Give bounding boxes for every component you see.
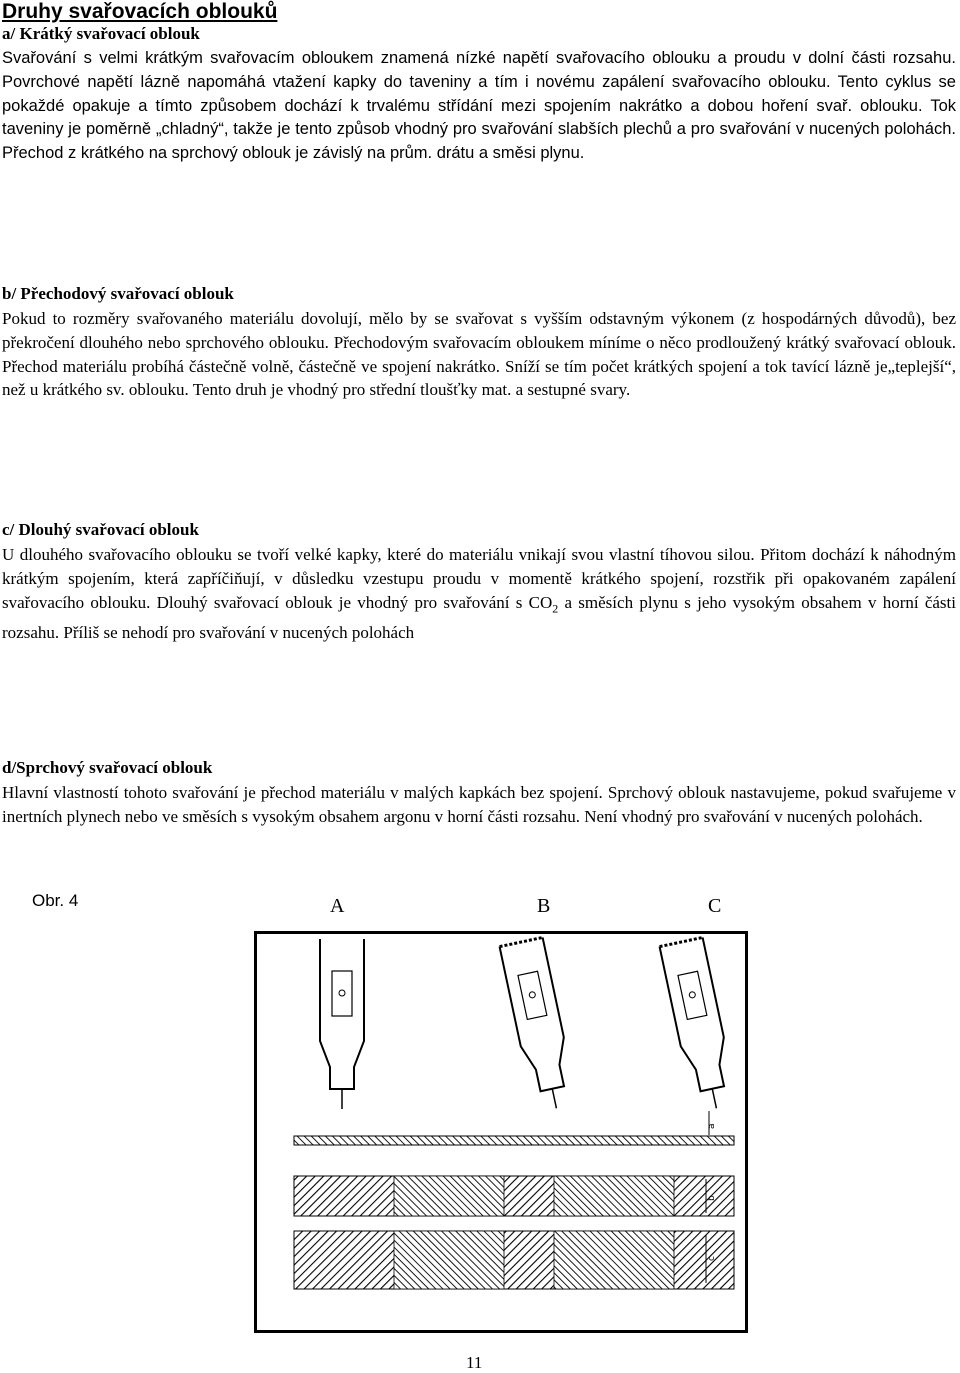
figure-caption: Obr. 4: [32, 891, 79, 910]
figure-label-c: C: [708, 895, 722, 917]
section-b-text: Pokud to rozměry svařovaného materiálu dovolují, mělo by se svařovat s vyšším odstavným výkonem (z hospodárných důvodů), bez překročení dlouhého nebo sprchového oblouku. Přechodovým svařovacím obloukem míníme o něco prodloužený krátký svařovací oblouk. Přechod materiálu probíhá částečně volně, částečně ve spojení nakrátko. Sníží se tím počet krátkých spojení a tok tavící lázně je„teplejší“, než u krátkého sv. oblouku. Tento druh je vhodný pro střední tloušťky mat. a sestupné svary.: [2, 309, 956, 400]
svg-text:a: a: [707, 1123, 717, 1129]
section-a-heading: a/ Krátký svařovací oblouk: [2, 24, 200, 43]
figure-label-b: B: [537, 895, 551, 917]
welding-arc-figure: [254, 931, 748, 1333]
section-d-heading: d/Sprchový svařovací oblouk: [2, 758, 213, 777]
document-title: Druhy svařovacích oblouků: [2, 0, 278, 23]
section-d-text: Hlavní vlastností tohoto svařování je přechod materiálu v malých kapkách bez spojení. Sprchový oblouk nastavujeme, pokud svařujeme v inertních plynech nebo ve směsích s vysokým obsahem argonu v horní části rozsahu. Není vhodný pro svařování v nucených polohách.: [2, 783, 956, 826]
svg-text:b: b: [707, 1195, 717, 1201]
section-c-heading: c/ Dlouhý svařovací oblouk: [2, 520, 199, 539]
figure-label-a: A: [330, 895, 345, 917]
section-a-text: Svařování s velmi krátkým svařovacím obloukem znamená nízké napětí svařovacího oblouku a proudu v dolní části rozsahu. Povrchové napětí lázně napomáhá vtažení kapky do taveniny a tím i novému zapálení svařovacího oblouku. Tento cyklus se pokaždé opakuje a tímto způsobem dochází k trvalému střídání mezi spojením nakrátko a dobou hoření svař. oblouku. Tok taveniny je poměrně „chladný“, takže je tento způsob vhodný pro svařování slabších plechů a pro svařování v nucených polohách. Přechod z krátkého na sprchový oblouk je závislý na prům. drátu a směsi plynu.: [2, 49, 956, 163]
svg-text:c: c: [707, 1256, 717, 1261]
section-c-text: U dlouhého svařovacího oblouku se tvoří velké kapky, které do materiálu vnikají svou vlastní tíhovou silou. Přitom dochází k náhodným krátkým spojením, která zapříčiňují, v důsledku vzestupu proudu v momentě krátkého spojení, rozstřik při opakovaném zapálení svařovacího oblouku. Dlouhý svařovací oblouk je vhodný pro svařování s $CO_2$ a směsích plynu s jeho vysokým obsahem v horní části rozsahu. Příliš se nehodí pro svařování v nucených polohách: [2, 545, 956, 642]
page-number: 11: [466, 1353, 483, 1372]
plate-row-b: [294, 1176, 734, 1216]
plate-row-c: [294, 1231, 734, 1289]
section-b-heading: b/ Přechodový svařovací oblouk: [2, 284, 234, 303]
